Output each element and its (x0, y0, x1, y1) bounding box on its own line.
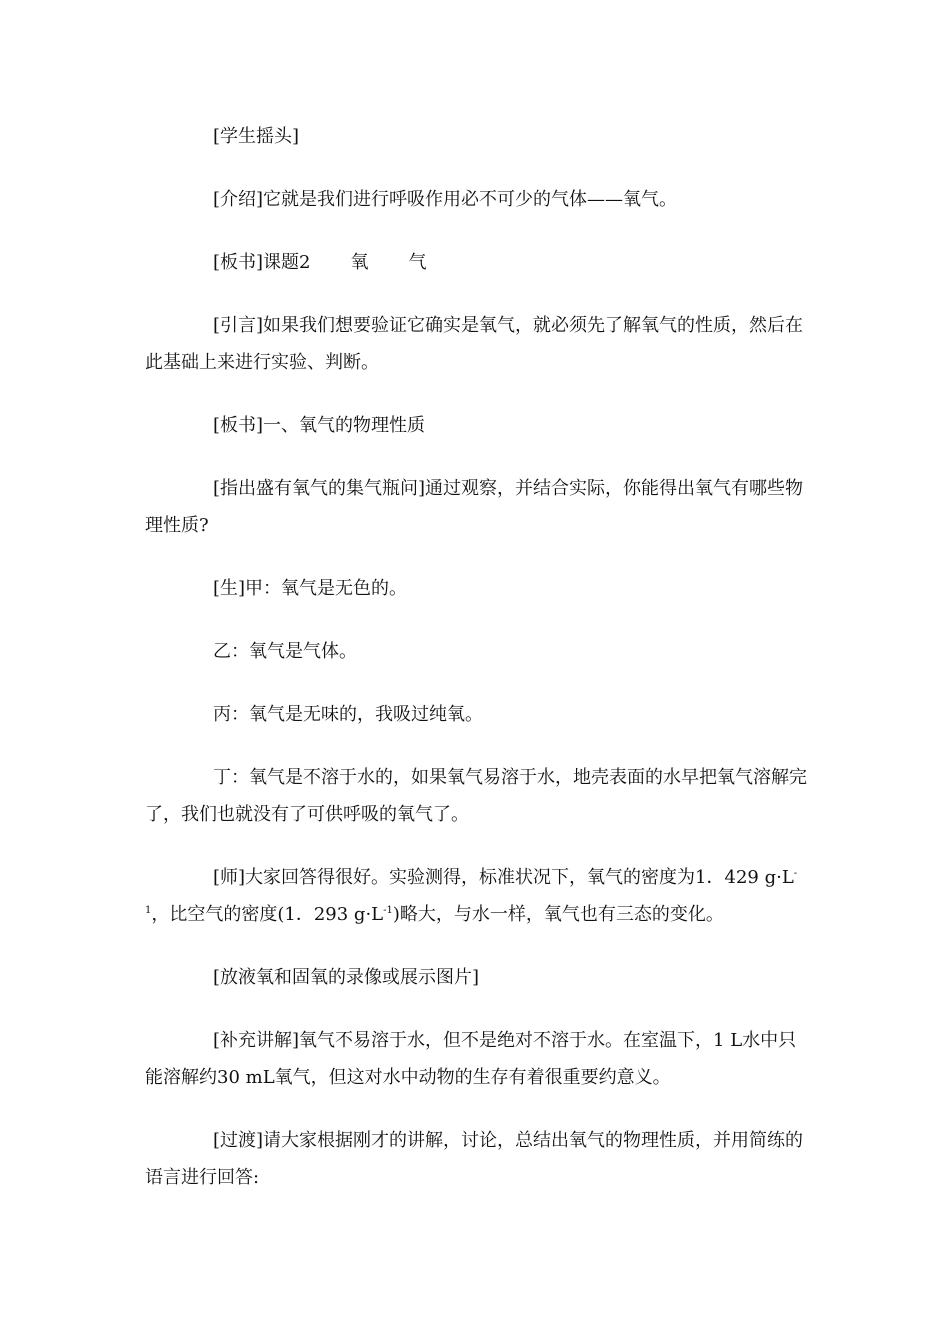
document-body (145, 118, 807, 1222)
paragraph-introduction: [介绍]它就是我们进行呼吸作用必不可少的气体——氧气。 (213, 189, 678, 210)
paragraph-lead-in: [引言]如果我们想要验证它确实是氧气，就必须先了解氧气的性质，然后在此基础上来进行实验、判断。 (145, 315, 804, 373)
paragraph-student-a: [生]甲：氧气是无色的。 (213, 578, 408, 599)
board-title-word-gas: 气 (408, 252, 427, 273)
paragraph-video-images: [放液氧和固氧的录像或展示图片] (213, 967, 480, 988)
board-title-word-oxygen: 氧 (350, 252, 369, 273)
paragraph-question: [指出盛有氧气的集气瓶问]通过观察，并结合实际，你能得出氧气有哪些物理性质? (145, 478, 804, 536)
paragraph-transition: [过渡]请大家根据刚才的讲解，讨论，总结出氧气的物理性质，并用简练的语言进行回答: (145, 1130, 804, 1188)
paragraph-board-title (145, 244, 807, 281)
paragraph-student-shake-head: [学生摇头] (213, 126, 300, 147)
paragraph-board-physical-properties: [板书]一、氧气的物理性质 (213, 415, 426, 436)
paragraph-teacher-density (145, 859, 807, 933)
paragraph-student-b: 乙：氧气是气体。 (213, 641, 357, 662)
paragraph-student-c: 丙：氧气是无味的，我吸过纯氧。 (213, 704, 483, 725)
paragraph-supplement: [补充讲解]氧气不易溶于水，但不是绝对不溶于水。在室温下，1 L水中只能溶解约30 mL氧气，但这对水中动物的生存有着很重要约意义。 (145, 1030, 797, 1088)
paragraph-student-d: 丁：氧气是不溶于水的，如果氧气易溶于水，地壳表面的水早把氧气溶解完了，我们也就没有了可供呼吸的氧气了。 (145, 767, 807, 825)
density-text-part-c: )略大，与水一样，氧气也有三态的变化。 (392, 904, 724, 925)
density-unit-exponent-2: -1 (383, 905, 393, 916)
density-text-part-b: ，比空气的密度(1．293 g·L (151, 904, 384, 925)
density-text-part-a: [师]大家回答得很好。实验测得，标准状况下，氧气的密度为1．429 g·L (213, 867, 794, 888)
board-title-prefix: [板书]课题2 (213, 252, 311, 273)
density-unit-exponent-1: -1 (145, 868, 798, 916)
